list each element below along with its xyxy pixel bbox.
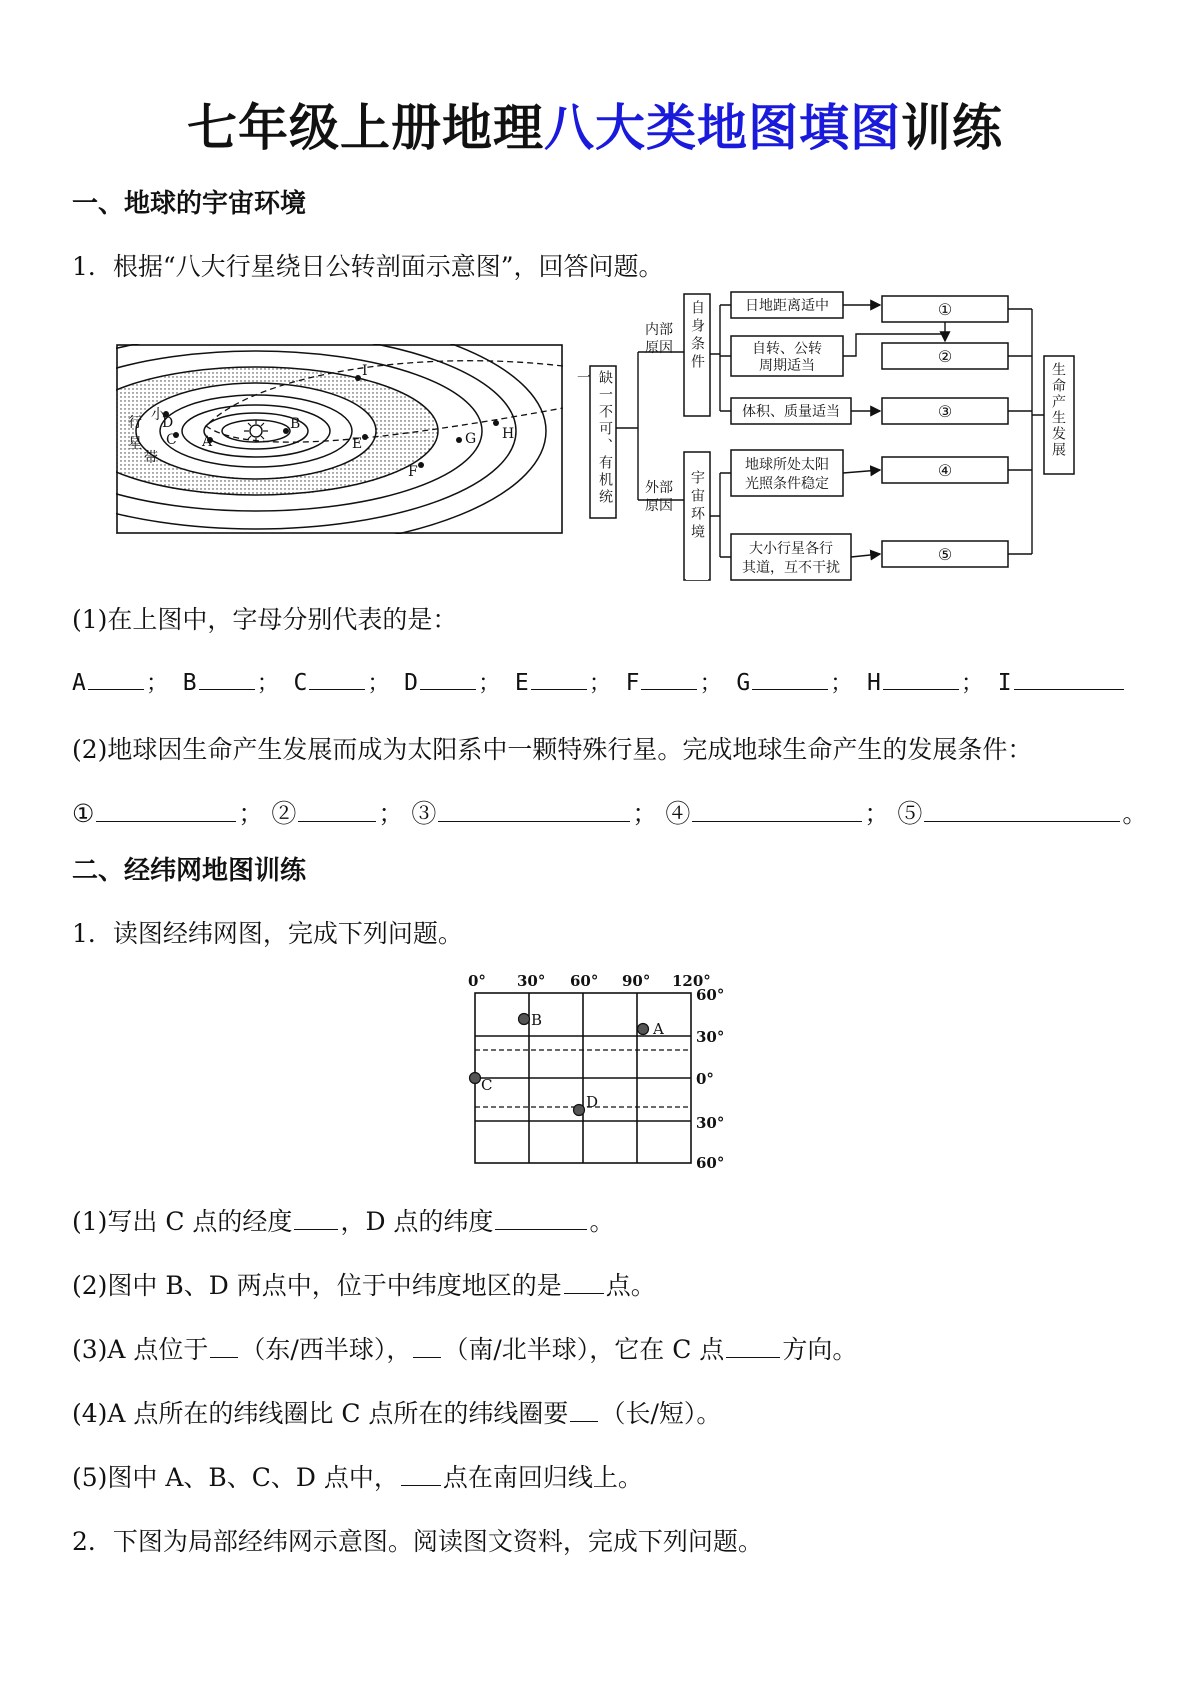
lat-label-60n: 60° (696, 986, 725, 1004)
section1-question1: 1．根据“八大行星绕日公转剖面示意图”，回答问题。 (72, 252, 664, 281)
lon-label-60: 60° (570, 972, 599, 990)
point-C (470, 1073, 481, 1084)
blank-H[interactable] (883, 667, 959, 690)
belt-label-2: 行 (128, 415, 142, 431)
blank-E[interactable] (531, 667, 587, 690)
flow-n5: ⑤ (937, 545, 953, 564)
belt-label-4: 带 (144, 450, 158, 466)
flow-c1: 日地距离适中 (745, 298, 829, 314)
planet-G (456, 437, 462, 443)
s2-sub4: (4)A 点所在的纬线圈比 C 点所在的纬线圈要 （长/短）。 (72, 1399, 722, 1428)
label-D: D (162, 415, 174, 431)
s1-circled-row: ① ； ② ； ③ ； ④ ； ⑤ 。 (72, 799, 1148, 828)
blank-G[interactable] (752, 667, 828, 690)
blank-c3[interactable] (438, 799, 630, 822)
flow-c3: 体积、质量适当 (742, 404, 840, 420)
point-D (574, 1105, 585, 1116)
blank-c2[interactable] (298, 799, 376, 822)
blank-A[interactable] (88, 667, 144, 690)
flow-c2b: 周期适当 (759, 358, 815, 374)
label-E: E (352, 436, 363, 452)
blank-direction[interactable] (726, 1335, 780, 1358)
blank-D[interactable] (420, 667, 476, 690)
lon-label-90: 90° (622, 972, 651, 990)
blank-B[interactable] (199, 667, 255, 690)
blank-c1[interactable] (96, 799, 236, 822)
belt-label-3: 星 (128, 436, 142, 452)
blank-c5[interactable] (924, 799, 1120, 822)
lat-label-30n: 30° (696, 1028, 725, 1046)
orbit-diagram (116, 344, 563, 534)
flow-result-vertical: 生命产生发展 (1046, 362, 1070, 472)
planet-F (418, 462, 424, 468)
flow-c5b: 其道，互不干扰 (742, 560, 840, 576)
flow-c4b: 光照条件稳定 (745, 476, 829, 492)
lat-label-60s: 60° (696, 1154, 725, 1172)
planet-B (283, 428, 289, 434)
flow-self-vertical: 自身条件 (686, 300, 708, 410)
s2-sub2: (2)图中 B、D 两点中，位于中纬度地区的是 点。 (72, 1271, 656, 1300)
flow-n1: ① (937, 300, 953, 319)
label-I: I (362, 363, 368, 379)
planet-I (355, 375, 361, 381)
planet-E (362, 434, 368, 440)
s1-sub2: (2)地球因生命产生发展而成为太阳系中一颗特殊行星。完成地球生命产生的发展条件： (72, 735, 1033, 764)
point-B (519, 1014, 530, 1025)
label-A: A (202, 434, 213, 450)
lon-label-120: 120° (672, 972, 711, 990)
flow-n2: ② (937, 347, 953, 366)
flow-left-vertical: 缺一不可、有机统一 (575, 370, 613, 506)
section1-heading: 一、地球的宇宙环境 (72, 189, 307, 219)
flow-n4: ④ (937, 461, 953, 480)
planet-H (493, 420, 499, 426)
point-A-label: A (653, 1020, 664, 1038)
label-F: F (408, 464, 418, 480)
s1-sub1: (1)在上图中，字母分别代表的是： (72, 605, 458, 634)
blank-I[interactable] (1014, 667, 1124, 690)
flow-inner-label: 内部原因 (645, 322, 673, 356)
flow-c2a: 自转、公转 (752, 341, 822, 357)
s2-sub1: (1)写出 C 点的经度 ，D 点的纬度 。 (72, 1207, 615, 1236)
flow-c4a: 地球所处太阳 (745, 457, 829, 473)
s1-letters-row: A ； B ； C ； D ； E ； F ； G ； H ； I (72, 664, 1126, 697)
label-C: C (166, 432, 177, 448)
point-A (638, 1024, 649, 1035)
life-conditions-flowchart (575, 288, 1081, 584)
blank-c4[interactable] (692, 799, 862, 822)
page-title: 七年级上册地理八大类地图填图训练 (187, 99, 1003, 157)
latlong-grid (460, 968, 740, 1173)
section2-question1: 1．读图经纬网图，完成下列问题。 (72, 919, 463, 948)
blank-c-longitude[interactable] (294, 1207, 338, 1230)
label-G: G (465, 431, 477, 447)
blank-F[interactable] (641, 667, 697, 690)
lon-label-0: 0° (468, 972, 486, 990)
point-D-label: D (586, 1093, 599, 1111)
blank-ns-hemisphere[interactable] (413, 1335, 441, 1358)
section2-question2: 2．下图为局部经纬网示意图。阅读图文资料，完成下列问题。 (72, 1527, 763, 1556)
blank-ew-hemisphere[interactable] (210, 1335, 238, 1358)
s2-sub3: (3)A 点位于 （东/西半球）， （南/北半球），它在 C 点 方向。 (72, 1335, 858, 1364)
label-H: H (502, 426, 515, 442)
belt-label-1: 小 (151, 407, 165, 423)
flow-c5a: 大小行星各行 (749, 541, 833, 557)
lat-label-0: 0° (696, 1070, 714, 1088)
lon-label-30: 30° (517, 972, 546, 990)
blank-d-latitude[interactable] (495, 1207, 587, 1230)
flow-outer-label: 外部原因 (645, 480, 673, 514)
section2-heading: 二、经纬网地图训练 (72, 856, 307, 886)
point-C-label: C (481, 1076, 493, 1094)
title-highlight: 八大类地图填图 (544, 99, 901, 157)
flow-n3: ③ (937, 402, 953, 421)
blank-tropic-point[interactable] (401, 1463, 441, 1486)
s2-sub5: (5)图中 A、B、C、D 点中， 点在南回归线上。 (72, 1463, 643, 1492)
blank-mid-latitude[interactable] (564, 1271, 604, 1294)
blank-C[interactable] (309, 667, 365, 690)
flow-cosmic-vertical: 宇宙环境 (686, 470, 708, 580)
blank-long-short[interactable] (570, 1399, 598, 1422)
lat-label-30s: 30° (696, 1114, 725, 1132)
label-B: B (290, 416, 301, 432)
point-B-label: B (531, 1011, 543, 1029)
